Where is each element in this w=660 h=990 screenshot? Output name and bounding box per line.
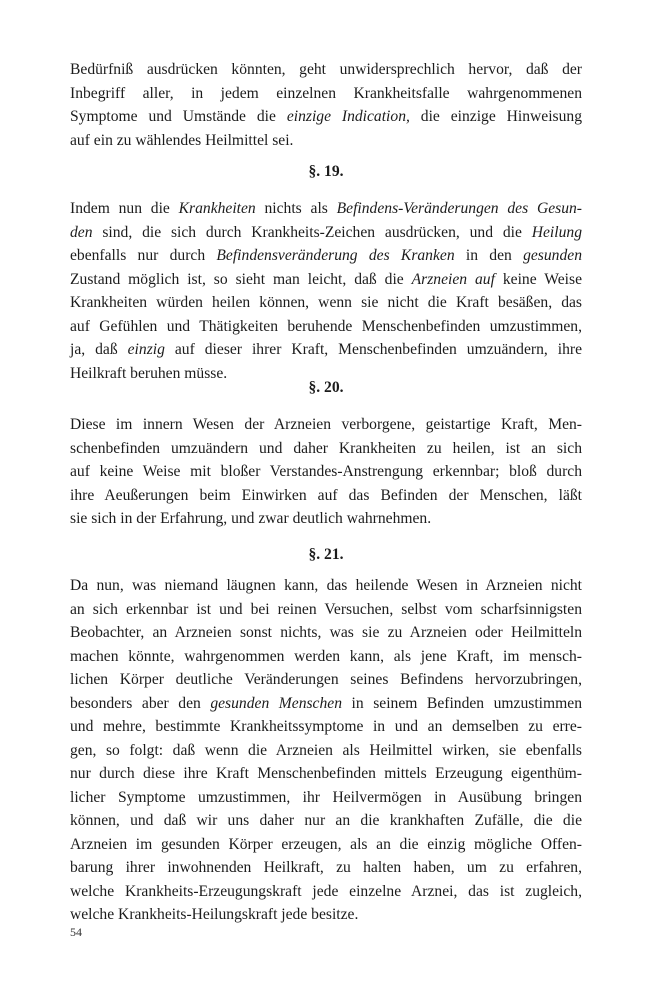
emphasis: gesunden (523, 247, 582, 264)
text-line: den sind, die sich durch Krankheits-Zeichen ausdrücken, und die Heilung (70, 223, 582, 241)
text-line: Krankheiten würden heilen können, wenn sie nicht die Kraft besäßen, das (70, 294, 582, 311)
text-line: besonders aber den gesunden Menschen in seinem Befinden umzustimmen (70, 694, 582, 712)
text-line: ja, daß einzig auf dieser ihrer Kraft, Menschenbefinden umzuändern, ihre (70, 341, 582, 358)
text-line: barung ihrer inwohnenden Heilkraft, zu halten haben, um zu erfahren, (70, 859, 582, 876)
section-heading-20: §. 20. (308, 379, 344, 396)
emphasis: Befindens-Veränderungen des Gesun- (336, 200, 582, 217)
emphasis: Krankheiten (178, 200, 256, 217)
emphasis: Heilung (531, 223, 582, 241)
text-line: Symptome und Umstände die einzige Indication, die einzige Hinweisung (70, 108, 583, 125)
emphasis: den (70, 223, 93, 241)
text-line: machen könnte, wahrgenommen werden kann, als jene Kraft, im mensch- (70, 647, 582, 665)
text-line: welche Krankheits-Heilungskraft jede besitze. (70, 906, 359, 923)
text-line: an sich erkennbar ist und bei reinen Versuchen, selbst vom scharfsinnigsten (70, 600, 582, 618)
text-line: auf keine Weise mit bloßer Verstandes-Anstrengung erkennbar; bloß durch (70, 463, 582, 480)
paragraph-section-21 (70, 574, 582, 927)
emphasis: einzige Indication, (286, 108, 410, 125)
emphasis: gesunden Menschen (210, 694, 342, 712)
text-line: auf Gefühlen und Thätigkeiten beruhende Menschenbefinden umzustimmen, (70, 317, 582, 335)
page-number: 54 (70, 925, 82, 939)
paragraph-section-20 (70, 413, 582, 531)
text-line: gen, so folgt: daß wenn die Arzneien als Heilmittel wirken, sie ebenfalls (70, 741, 582, 759)
text-line: Zustand möglich ist, so sieht man leicht, daß die Arzneien auf keine Weise (70, 270, 583, 288)
paragraph-continued (70, 58, 582, 152)
text-line: ihre Aeußerungen beim Einwirken auf das Befinden der Menschen, läßt (70, 486, 582, 504)
text-line: welche Krankheits-Erzeugungskraft jede einzelne Arznei, das ist zugleich, (70, 882, 582, 900)
text-line: schenbefinden umzuändern und daher Krankheiten zu heilen, ist an sich (70, 439, 582, 457)
emphasis: Befindensveränderung des Kranken (216, 247, 455, 264)
emphasis: Arzneien auf (411, 270, 495, 288)
text-line: Heilkraft beruhen müsse. (70, 364, 228, 382)
text-line: Da nun, was niemand läugnen kann, das heilende Wesen in Arzneien nicht (70, 577, 582, 594)
text-line: Diese im innern Wesen der Arzneien verborgene, geistartige Kraft, Men- (70, 416, 582, 433)
text-line: Beobachter, an Arzneien sonst nichts, was sie zu Arzneien oder Heilmitteln (70, 624, 582, 641)
text-line: können, und daß wir uns daher nur an die krankhaften Zufälle, die die (70, 812, 582, 829)
emphasis: einzig (127, 341, 165, 358)
text-line: und mehre, bestimmte Krankheitssymptome in und an demselben zu erre- (70, 718, 582, 735)
text-line: Indem nun die Krankheiten nichts als Befindens-Veränderungen des Gesun- (70, 200, 582, 217)
text-line: Arzneien im gesunden Körper erzeugen, als an die einzig mögliche Offen- (70, 835, 582, 853)
text-line: lichen Körper deutliche Veränderungen seines Befindens hervorzubringen, (70, 671, 582, 688)
text-line: auf ein zu wählendes Heilmittel sei. (70, 131, 294, 149)
text-line: Bedürfniß ausdrücken könnten, geht unwidersprechlich hervor, daß der (70, 61, 582, 78)
text-line: ebenfalls nur durch Befindensveränderung des Kranken in den gesunden (70, 247, 582, 264)
section-heading-21: §. 21. (308, 546, 344, 563)
text-line: Inbegriff aller, in jedem einzelnen Krankheitsfalle wahrgenommenen (70, 84, 582, 102)
text-line: nur durch diese ihre Kraft Menschenbefinden mittels Erzeugung eigenthüm- (70, 765, 582, 782)
text-line: sie sich in der Erfahrung, und zwar deutlich wahrnehmen. (70, 510, 432, 527)
paragraph-section-19 (70, 197, 582, 385)
text-line: licher Symptome umzustimmen, ihr Heilvermögen in Ausübung bringen (70, 788, 582, 806)
section-heading-19: §. 19. (308, 163, 344, 180)
